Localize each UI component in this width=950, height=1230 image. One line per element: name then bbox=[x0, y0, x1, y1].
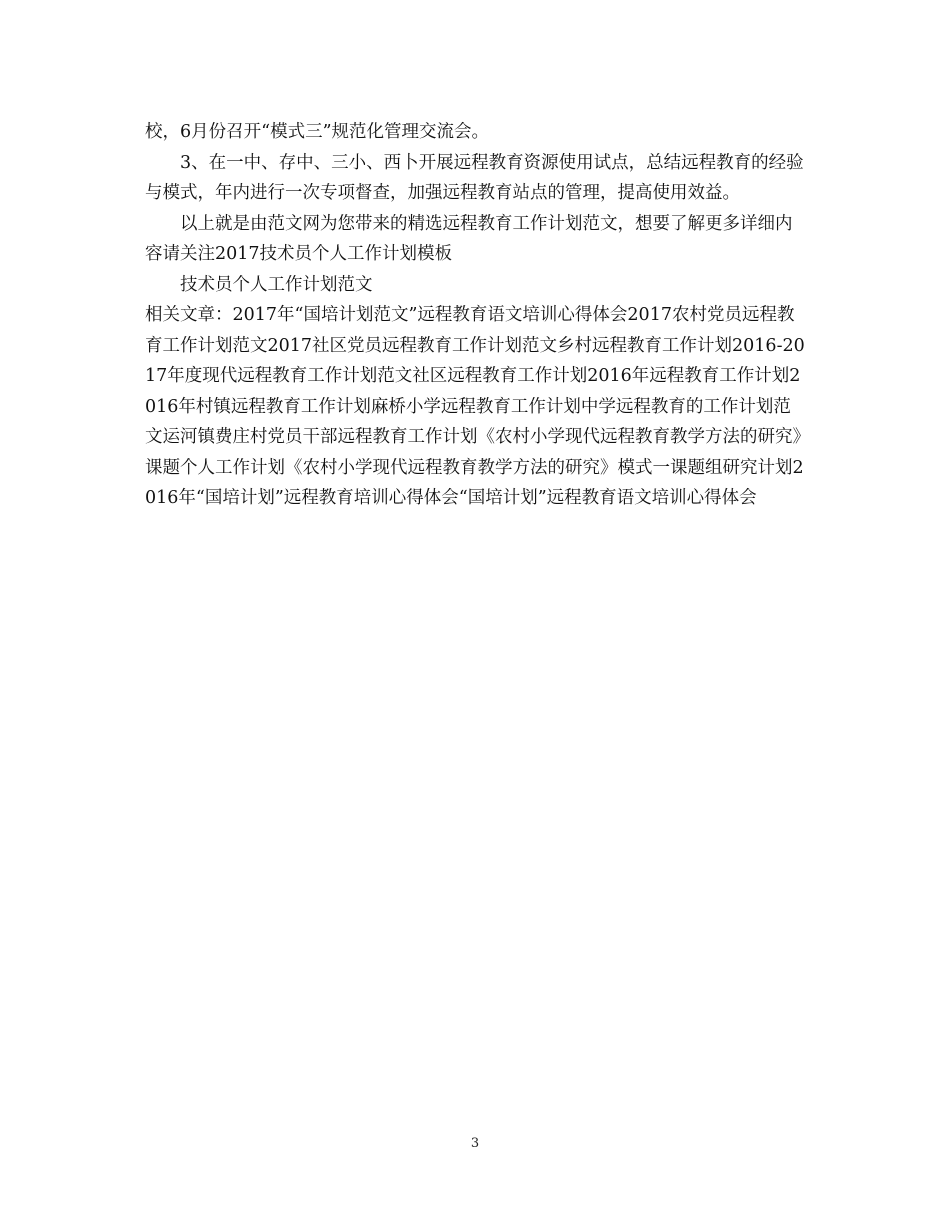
related-articles: 相关文章：2017年“国培计划范文”远程教育语文培训心得体会2017农村党员远程教育工作计划范文2017社区党员远程教育工作计划范文乡村远程教育工作计划2016-2017年度现代远程教育工作计划范文社区远程教育工作计划2016年远程教育工作计划2016年村镇远程教育工作计划麻桥小学远程教育工作计划中学远程教育的工作计划范文运河镇费庄村党员干部远程教育工作计划《农村小学现代远程教育教学方法的研究》课题个人工作计划《农村小学现代远程教育教学方法的研究》模式一课题组研究计划2016年“国培计划”远程教育培训心得体会“国培计划”远程教育语文培训心得体会 bbox=[145, 305, 805, 508]
document-body bbox=[145, 117, 805, 514]
paragraph-continuation: 校，6月份召开“模式三”规范化管理交流会。 bbox=[145, 122, 490, 142]
page-number: 3 bbox=[470, 1136, 480, 1151]
paragraph-closing: 以上就是由范文网为您带来的精选远程教育工作计划范文，想要了解更多详细内容请关注2017技术员个人工作计划模板 bbox=[145, 213, 793, 264]
paragraph-item-3: 3、在一中、存中、三小、西卜开展远程教育资源使用试点，总结远程教育的经验与模式，年内进行一次专项督查，加强远程教育站点的管理，提高使用效益。 bbox=[145, 152, 804, 203]
paragraph-title-link: 技术员个人工作计划范文 bbox=[180, 274, 373, 295]
